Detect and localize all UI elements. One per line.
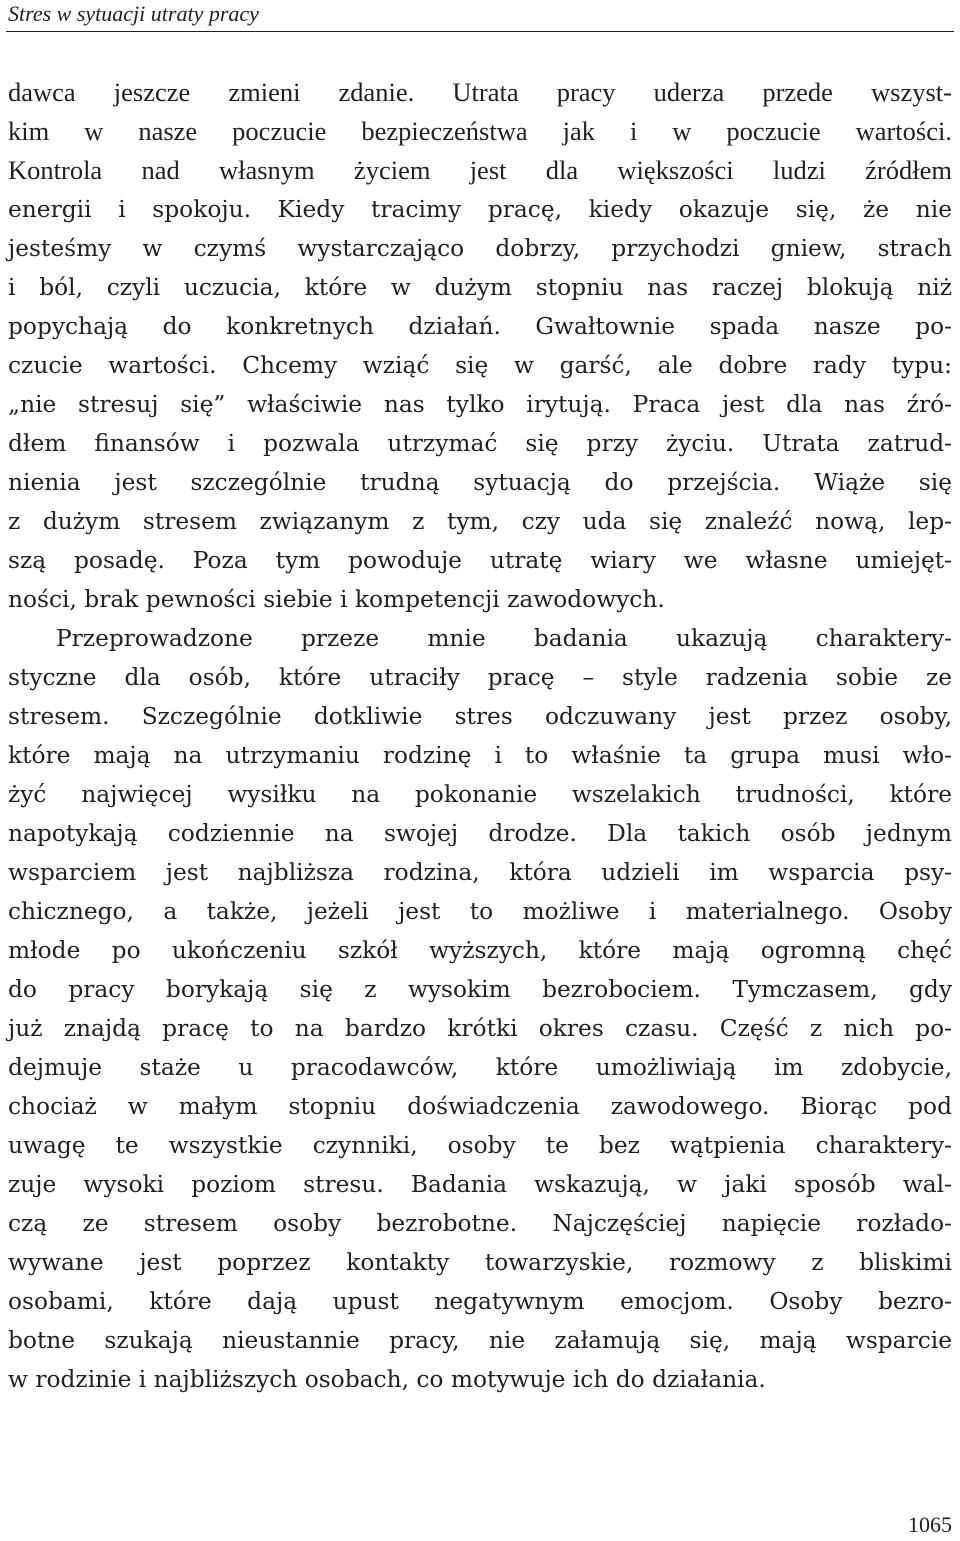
text-line: z dużym stresem związanym z tym, czy uda się znaleźć nową, lep- — [8, 508, 952, 535]
text-line: zuje wysoki poziom stresu. Badania wskazują, w jaki sposób wal- — [8, 1171, 952, 1198]
text-line: Przeprowadzone przeze mnie badania ukazują charaktery- — [56, 625, 952, 652]
text-line: styczne dla osób, które utraciły pracę – style radzenia sobie ze — [8, 664, 952, 691]
page-number: 1065 — [908, 1512, 952, 1537]
text-line: energii i spokoju. Kiedy tracimy pracę, kiedy okazuje się, że nie — [8, 196, 952, 223]
text-line: szą posadę. Poza tym powoduje utratę wiary we własne umiejęt- — [8, 547, 952, 574]
text-line: napotykają codziennie na swojej drodze. Dla takich osób jednym — [8, 820, 952, 847]
text-line: nienia jest szczególnie trudną sytuacją do przejścia. Wiąże się — [8, 469, 952, 496]
paragraph-2 — [8, 619, 952, 1399]
text-line: żyć najwięcej wysiłku na pokonanie wszelakich trudności, które — [8, 781, 952, 808]
body-text — [8, 73, 952, 1399]
text-line: dejmuje staże u pracodawców, które umożliwiają im zdobycie, — [8, 1054, 952, 1081]
text-line: Kontrola nad własnym życiem jest dla większości ludzi źródłem — [8, 155, 952, 185]
text-line: stresem. Szczególnie dotkliwie stres odczuwany jest przez osoby, — [8, 703, 952, 730]
text-line: wsparciem jest najbliższa rodzina, która udzieli im wsparcia psy- — [8, 859, 952, 886]
text-line: czucie wartości. Chcemy wziąć się w garść, ale dobre rady typu: — [8, 352, 952, 379]
text-line: popychają do konkretnych działań. Gwałtownie spada nasze po- — [8, 313, 952, 340]
text-line: już znajdą pracę to na bardzo krótki okres czasu. Część z nich po- — [8, 1015, 952, 1042]
text-line: osobami, które dają upust negatywnym emocjom. Osoby bezro- — [8, 1288, 952, 1315]
text-line: młode po ukończeniu szkół wyższych, które mają ogromną chęć — [8, 937, 952, 964]
text-line: dawca jeszcze zmieni zdanie. Utrata pracy uderza przede wszyst- — [8, 77, 952, 107]
text-line: czą ze stresem osoby bezrobotne. Najczęściej napięcie rozłado- — [8, 1210, 952, 1237]
text-line: ności, brak pewności siebie i kompetencji zawodowych. — [8, 586, 665, 613]
text-line: chicznego, a także, jeżeli jest to możliwe i materialnego. Osoby — [8, 898, 952, 925]
paragraph-1 — [8, 73, 952, 619]
text-line: i ból, czyli uczucia, które w dużym stopniu nas raczej blokują niż — [8, 274, 952, 301]
running-header: Stres w sytuacji utraty pracy — [8, 1, 259, 26]
text-line: w rodzinie i najbliższych osobach, co motywuje ich do działania. — [8, 1366, 766, 1393]
text-line: dłem finansów i pozwala utrzymać się przy życiu. Utrata zatrud- — [8, 430, 952, 457]
text-line: wywane jest poprzez kontakty towarzyskie, rozmowy z bliskimi — [8, 1249, 952, 1276]
text-line: które mają na utrzymaniu rodzinę i to właśnie ta grupa musi wło- — [8, 742, 952, 769]
text-line: „nie stresuj się” właściwie nas tylko irytują. Praca jest dla nas źró- — [8, 391, 952, 418]
text-line: chociaż w małym stopniu doświadczenia zawodowego. Biorąc pod — [8, 1093, 952, 1120]
text-line: kim w nasze poczucie bezpieczeństwa jak i w poczucie wartości. — [8, 116, 952, 146]
text-line: jesteśmy w czymś wystarczająco dobrzy, przychodzi gniew, strach — [8, 235, 952, 262]
text-line: do pracy borykają się z wysokim bezrobociem. Tymczasem, gdy — [8, 976, 952, 1003]
text-line: uwagę te wszystkie czynniki, osoby te bez wątpienia charaktery- — [8, 1132, 952, 1159]
text-line: botne szukają nieustannie pracy, nie załamują się, mają wsparcie — [8, 1327, 952, 1354]
header-rule — [6, 31, 954, 32]
